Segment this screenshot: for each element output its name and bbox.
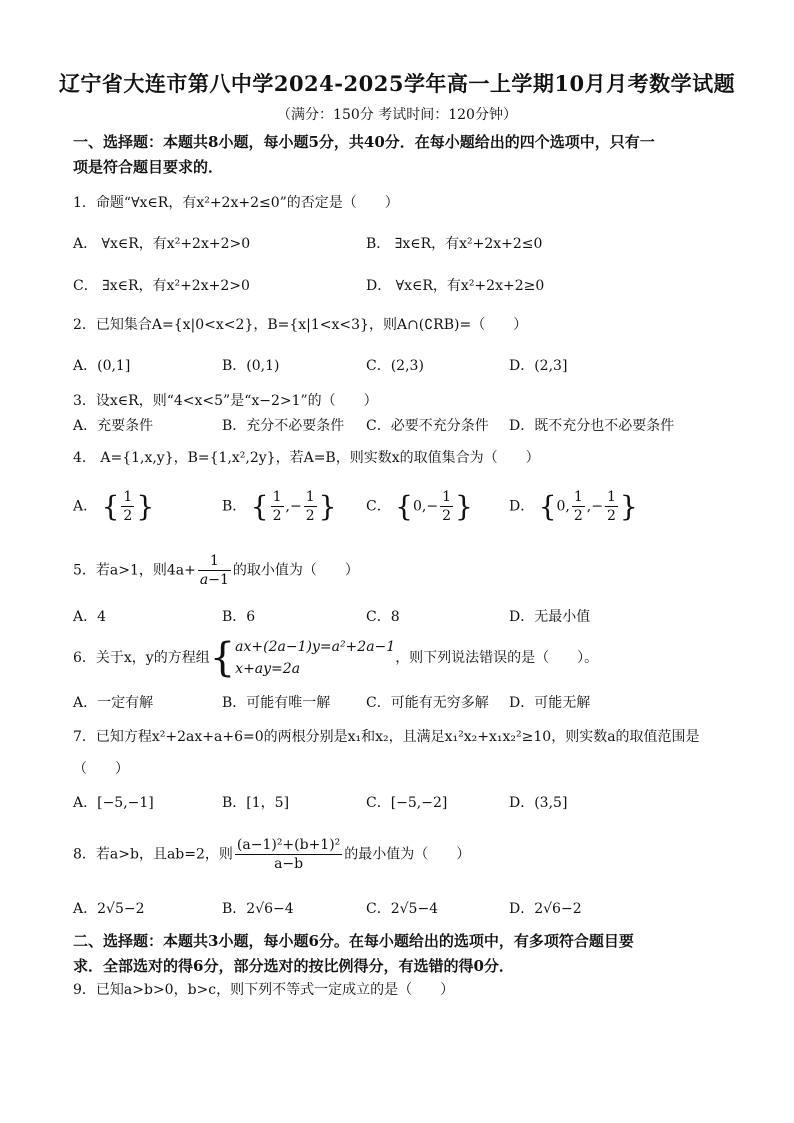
q4-option-d: D． {0, $\frac{1}{2}$ ,− $\frac{1}{2}$ } bbox=[509, 489, 638, 524]
q5-option-b: B．6 bbox=[222, 609, 256, 625]
section1-heading-line2: 项是符合题目要求的． bbox=[73, 158, 224, 176]
q5-stem-b: 的取小值为（ ） bbox=[232, 562, 359, 579]
q1-option-c: C． ∃x∈R，有x²+2x+2>0 bbox=[73, 278, 250, 294]
q8-denominator: a−b bbox=[274, 856, 304, 872]
q8-option-a: A．2√5−2 bbox=[73, 901, 145, 917]
q8-option-d: D．2√6−2 bbox=[509, 901, 582, 917]
q8-numerator: (a−1)²+(b+1)² bbox=[236, 837, 341, 853]
q2-option-d: D．(2,3] bbox=[509, 358, 568, 374]
q3-option-d: D．既不充分也不必要条件 bbox=[509, 418, 675, 434]
q6-stem-b: ，则下列说法错误的是（ ）。 bbox=[395, 650, 599, 666]
q3-stem: 3．设x∈R，则“4<x<5”是“x−2>1”的（ ） bbox=[73, 393, 378, 409]
section2-heading-line1: 二、选择题：本题共3小题，每小题6分。在每小题给出的选项中，有多项符合题目要 bbox=[73, 932, 634, 950]
q3-option-a: A．充要条件 bbox=[73, 418, 154, 434]
section1-heading-line1: 一、选择题：本题共8小题，每小题5分，共40分．在每小题给出的四个选项中，只有一 bbox=[73, 133, 655, 151]
q9-stem: 9．已知a>b>0，b>c，则下列不等式一定成立的是（ ） bbox=[73, 982, 455, 998]
q5-option-d: D．无最小值 bbox=[509, 609, 591, 625]
q1-option-d: D． ∀x∈R，有x²+2x+2≥0 bbox=[366, 278, 545, 294]
q7-option-a: A．[−5,−1] bbox=[73, 795, 154, 811]
q7-option-b: B．[1，5] bbox=[222, 795, 290, 811]
q1-stem: 1．命题“∀x∈R，有x²+2x+2≤0”的否定是（ ） bbox=[73, 195, 399, 211]
q7-option-c: C．[−5,−2] bbox=[366, 795, 448, 811]
q6-stem-a: 6．关于x，y的方程组 bbox=[73, 650, 210, 666]
q6-option-d: D．可能无解 bbox=[509, 695, 591, 711]
q4-option-b: B． { $\frac{1}{2}$ ,− $\frac{1}{2}$ } bbox=[222, 489, 337, 524]
q8-stem bbox=[73, 836, 470, 873]
q6-option-a: A．一定有解 bbox=[73, 695, 154, 711]
section2-heading-line2: 求．全部选对的得6分，部分选对的按比例得分，有选错的得0分． bbox=[73, 957, 514, 975]
q1-option-b: B． ∃x∈R，有x²+2x+2≤0 bbox=[366, 236, 543, 252]
q6-option-b: B．可能有唯一解 bbox=[222, 695, 331, 711]
q1-option-a: A． ∀x∈R，有x²+2x+2>0 bbox=[73, 236, 251, 252]
q8-option-c: C．2√5−4 bbox=[366, 901, 439, 917]
q8-option-b: B．2√6−4 bbox=[222, 901, 294, 917]
q7-stem: 7．已知方程x²+2ax+a+6=0的两根分别是x₁和x₂，且满足x₁²x₂+x₁x₂²≥10，则实数a的取值范围是 bbox=[73, 729, 700, 745]
q4-option-d-label: D． bbox=[509, 498, 535, 515]
q4-option-c-label: C． bbox=[366, 498, 391, 515]
q8-stem-b: 的最小值为（ ） bbox=[344, 846, 471, 863]
q7-stem-2: （ ） bbox=[73, 761, 129, 777]
q8-stem-a: 8．若a>b，且ab=2，则 bbox=[73, 846, 233, 863]
q2-option-a: A．(0,1] bbox=[73, 358, 131, 374]
q6-eq2: x+ay=2a bbox=[235, 661, 301, 677]
q3-option-c: C．必要不充分条件 bbox=[366, 418, 489, 434]
q5-option-c: C．8 bbox=[366, 609, 400, 625]
q5-stem: 5．若a>1，则4a+ $\frac{1}{a-1}$ 的取小值为（ ） bbox=[73, 553, 359, 588]
q7-option-d: D．(3,5] bbox=[509, 795, 568, 811]
q2-option-b: B．(0,1) bbox=[222, 358, 280, 374]
q6-stem: 6．关于x，y的方程组{ ax+(2a−1)y=a²+2a−1 x+ay=2a ，则下列说法错误的是（ ）。 bbox=[73, 635, 599, 681]
page-title: 辽宁省大连市第八中学2024-2025学年高一上学期10月月考数学试题 bbox=[58, 71, 736, 96]
q4-option-a: A． { $\frac{1}{2}$ } bbox=[73, 489, 155, 524]
q6-option-c: C．可能有无穷多解 bbox=[366, 695, 489, 711]
q4-option-b-label: B． bbox=[222, 498, 247, 515]
q4-option-c: C． {0,− $\frac{1}{2}$ } bbox=[366, 489, 473, 524]
q5-stem-a: 5．若a>1，则4a+ bbox=[73, 562, 196, 579]
q5-option-a: A．4 bbox=[73, 609, 107, 625]
q2-option-c: C．(2,3) bbox=[366, 358, 424, 374]
q4-stem: 4． A={1,x,y}，B={1,x²,2y}，若A=B，则实数x的取值集合为（ ） bbox=[73, 450, 540, 466]
q3-option-b: B．充分不必要条件 bbox=[222, 418, 345, 434]
q2-stem: 2．已知集合A={x|0<x<2}，B={x|1<x<3}，则A∩(∁RB)=（ ） bbox=[73, 317, 528, 333]
q4-option-a-label: A． bbox=[73, 498, 98, 515]
exam-subtitle: （满分：150分 考试时间：120分钟） bbox=[277, 107, 517, 123]
q6-eq1: ax+(2a−1)y=a²+2a−1 bbox=[235, 639, 396, 655]
